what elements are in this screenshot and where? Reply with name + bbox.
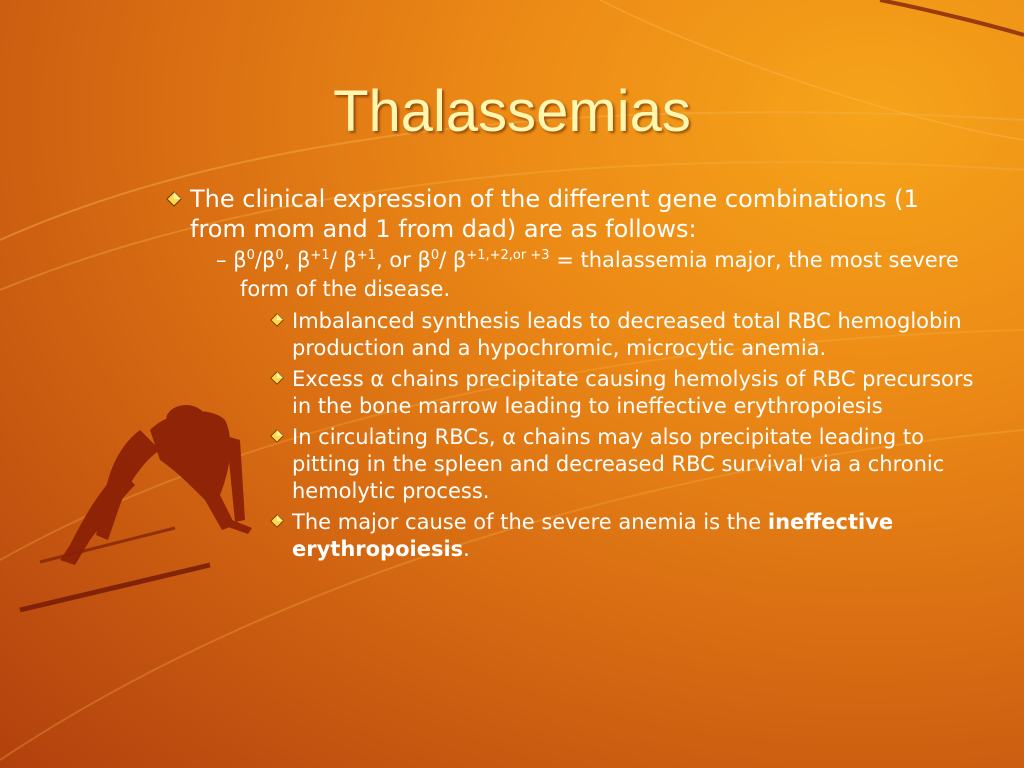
diamond-bullet-icon: [166, 191, 182, 207]
bullet-level2: [160, 246, 980, 304]
slide-title: Thalassemias: [333, 79, 691, 144]
bullet-level3: [160, 424, 980, 505]
beta-symbol: β: [417, 248, 431, 272]
alpha-symbol: α: [502, 425, 517, 449]
alpha-symbol: α: [370, 367, 385, 391]
beta-symbol: β: [343, 248, 357, 272]
diamond-bullet-icon: [270, 313, 284, 327]
superscript: 0: [275, 248, 284, 263]
bullet-level3: [160, 509, 980, 563]
level3-text: In circulating RBCs,: [292, 425, 496, 449]
slash: /: [329, 248, 337, 272]
level3-text: Imbalanced synthesis leads to decreased total RBC hemoglobin production and a hypochromic, microcytic anemia.: [292, 309, 962, 360]
level3-text: chains may also precipitate leading to pitting in the spleen and decreased RBC survival via a chronic hemolytic process.: [292, 425, 945, 503]
slash: /: [254, 248, 262, 272]
beta-symbol: β: [297, 248, 311, 272]
diamond-bullet-icon: [270, 371, 284, 385]
superscript: 0: [430, 248, 440, 263]
beta-symbol: β: [233, 248, 247, 272]
beta-symbol: β: [452, 248, 467, 272]
bullet-level3: [160, 308, 980, 362]
beta-symbol: β: [261, 248, 276, 272]
bullet-level1: [160, 184, 980, 244]
level2-tail: = thalassemia major, the most severe form of the disease.: [240, 248, 959, 301]
level3-text: chains precipitate causing hemolysis of RBC precursors in the bone marrow leading to ineffective erythropoiesis: [292, 367, 974, 418]
dash-marker: –: [216, 248, 227, 272]
diamond-bullet-icon: [270, 429, 284, 443]
comma: ,: [283, 248, 291, 272]
period: .: [463, 537, 470, 561]
slide-body: [160, 184, 980, 563]
level1-text: The clinical expression of the different gene combinations (1 from mom and 1 from dad) are as follows:: [190, 185, 919, 243]
superscript: +1: [310, 248, 330, 263]
bold-emphasis: ineffective erythropoiesis: [292, 510, 894, 561]
slash: /: [439, 248, 447, 272]
superscript: 0: [246, 248, 255, 263]
bullet-level3: [160, 366, 980, 420]
or-separator: , or: [375, 248, 411, 272]
level3-text: Excess: [292, 367, 364, 391]
diamond-bullet-icon: [270, 514, 284, 528]
superscript: +1,+2,or +3: [466, 248, 550, 263]
level3-text: The major cause of the severe anemia is the: [292, 510, 762, 534]
superscript: +1: [356, 248, 376, 263]
